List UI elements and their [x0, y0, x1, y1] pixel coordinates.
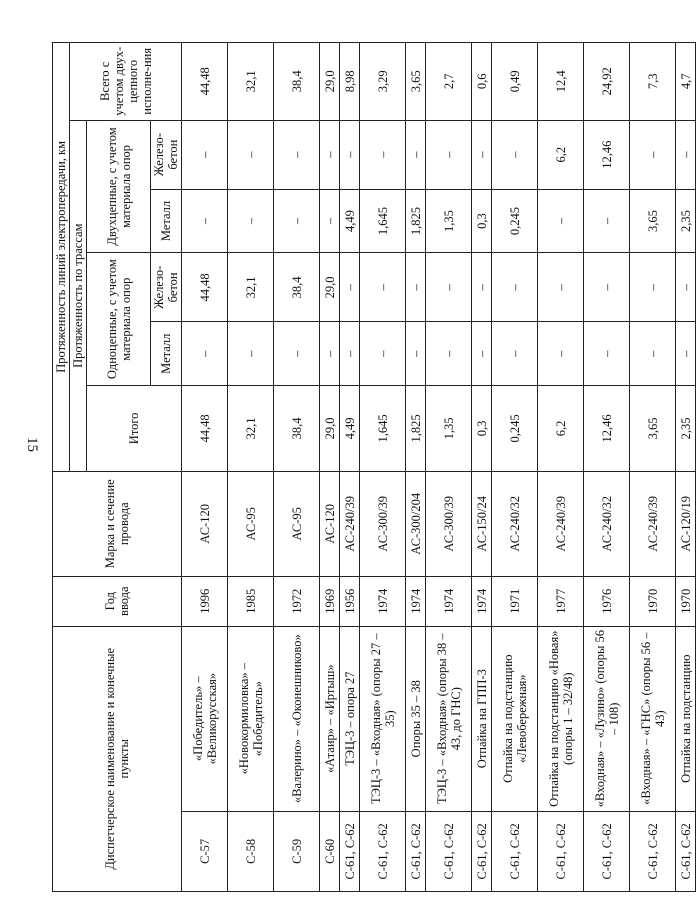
line-code: С-60 [320, 811, 340, 891]
line-total: 44,48 [182, 386, 228, 472]
header-double-concrete: Железо-бетон [151, 120, 182, 189]
double-metal: – [584, 189, 630, 253]
double-concrete: – [274, 120, 320, 189]
line-name: Отпайка на ГПП-3 [472, 626, 492, 811]
double-metal: – [274, 189, 320, 253]
single-concrete: – [340, 253, 360, 322]
single-concrete: – [676, 253, 696, 322]
page-number: 15 [24, 437, 40, 452]
header-length-group: Протяженность линий электропередачи, км [53, 43, 70, 472]
line-name: «Входная» – «Лузино» (опоры 56 – 108) [584, 626, 630, 811]
single-metal: – [320, 322, 340, 386]
line-name: «Победитель» – «Великорусская» [182, 626, 228, 811]
line-total: 1,825 [406, 386, 426, 472]
single-concrete: – [426, 253, 472, 322]
line-total: 1,645 [360, 386, 406, 472]
line-year: 1971 [492, 576, 538, 626]
line-year: 1996 [182, 576, 228, 626]
line-year: 1985 [228, 576, 274, 626]
table-body [182, 43, 696, 892]
table-row [492, 43, 538, 892]
double-metal: 1,35 [426, 189, 472, 253]
line-name: Опоры 35 – 38 [406, 626, 426, 811]
single-concrete: 44,48 [182, 253, 228, 322]
double-concrete: 12,46 [584, 120, 630, 189]
table-row [320, 43, 340, 892]
single-concrete: – [472, 253, 492, 322]
header-name: Диспетчерское наименование и конечные пункты [53, 626, 182, 891]
double-concrete: 6,2 [538, 120, 584, 189]
header-single-metal: Металл [151, 322, 182, 386]
line-grand-total: 3,29 [360, 43, 406, 121]
double-concrete: – [340, 120, 360, 189]
line-grand-total: 38,4 [274, 43, 320, 121]
line-total: 2,35 [676, 386, 696, 472]
line-total: 1,35 [426, 386, 472, 472]
table-row [584, 43, 630, 892]
single-concrete: – [406, 253, 426, 322]
table-row [630, 43, 676, 892]
line-wire: АС-240/39 [538, 471, 584, 576]
double-metal: – [182, 189, 228, 253]
table-row [426, 43, 472, 892]
single-concrete: – [360, 253, 406, 322]
line-name: «Новокормиловка» – «Победитель» [228, 626, 274, 811]
line-name: Отпайка на подстанцию «Новая» (опоры 1 – 32/48) [538, 626, 584, 811]
double-metal: – [538, 189, 584, 253]
line-wire: АС-95 [228, 471, 274, 576]
line-total: 12,46 [584, 386, 630, 472]
single-metal: – [340, 322, 360, 386]
double-concrete: – [228, 120, 274, 189]
header-double-circuit: Двухцепные, с учетом материала опор [87, 120, 151, 253]
double-concrete: – [676, 120, 696, 189]
single-metal: – [630, 322, 676, 386]
table-row [538, 43, 584, 892]
line-name: «Атаир» – «Иртыш» [320, 626, 340, 811]
line-total: 6,2 [538, 386, 584, 472]
single-metal: – [492, 322, 538, 386]
line-year: 1974 [472, 576, 492, 626]
double-concrete: – [360, 120, 406, 189]
line-wire: АС-240/32 [492, 471, 538, 576]
double-concrete: – [630, 120, 676, 189]
line-wire: АС-240/39 [340, 471, 360, 576]
header-double-metal: Металл [151, 189, 182, 253]
line-wire: АС-240/32 [584, 471, 630, 576]
line-grand-total: 2,7 [426, 43, 472, 121]
line-wire: АС-120 [320, 471, 340, 576]
table-row [228, 43, 274, 892]
line-code: С-58 [228, 811, 274, 891]
line-year: 1972 [274, 576, 320, 626]
header-single-circuit: Одноцепные, с учетом материала опор [87, 253, 151, 386]
single-concrete: – [538, 253, 584, 322]
table-row [182, 43, 228, 892]
line-code: С-57 [182, 811, 228, 891]
header-total-double: Всего с учетом двух-цепного исполне-ния [70, 43, 182, 121]
single-metal: – [228, 322, 274, 386]
double-concrete: – [472, 120, 492, 189]
line-total: 0,245 [492, 386, 538, 472]
single-concrete: – [492, 253, 538, 322]
line-grand-total: 32,1 [228, 43, 274, 121]
double-metal: 0,245 [492, 189, 538, 253]
double-concrete: – [182, 120, 228, 189]
double-metal: 4,49 [340, 189, 360, 253]
line-code: С-61, С-62 [340, 811, 360, 891]
single-metal: – [538, 322, 584, 386]
single-concrete: – [630, 253, 676, 322]
double-metal: – [320, 189, 340, 253]
line-wire: АС-120 [182, 471, 228, 576]
double-metal: 1,645 [360, 189, 406, 253]
line-grand-total: 12,4 [538, 43, 584, 121]
line-wire: АС-240/39 [630, 471, 676, 576]
line-code: С-61, С-62 [360, 811, 406, 891]
single-concrete: 29,0 [320, 253, 340, 322]
line-year: 1974 [406, 576, 426, 626]
double-metal: 2,35 [676, 189, 696, 253]
table-row [360, 43, 406, 892]
double-metal: 0,3 [472, 189, 492, 253]
line-total: 32,1 [228, 386, 274, 472]
line-wire: АС-300/39 [360, 471, 406, 576]
line-code: С-59 [274, 811, 320, 891]
line-grand-total: 0,49 [492, 43, 538, 121]
line-wire: АС-95 [274, 471, 320, 576]
single-metal: – [584, 322, 630, 386]
line-name: «Входная» – «ГНС» (опоры 56 – 43) [630, 626, 676, 811]
line-code: С-61, С-62 [630, 811, 676, 891]
table-row [274, 43, 320, 892]
line-grand-total: 0,6 [472, 43, 492, 121]
line-name: Отпайка на подстанцию «Левобережная» [492, 626, 538, 811]
line-year: 1970 [676, 576, 696, 626]
single-metal: – [360, 322, 406, 386]
line-name: ТЭЦ-3 – «Входная» (опоры 27 – 35) [360, 626, 406, 811]
double-metal: 1,825 [406, 189, 426, 253]
single-metal: – [274, 322, 320, 386]
single-metal: – [676, 322, 696, 386]
line-wire: АС-150/24 [472, 471, 492, 576]
header-routes-group: Протяженность по трассам [70, 120, 87, 471]
line-total: 38,4 [274, 386, 320, 472]
line-year: 1956 [340, 576, 360, 626]
single-concrete: – [584, 253, 630, 322]
header-single-concrete: Железо-бетон [151, 253, 182, 322]
double-concrete: – [426, 120, 472, 189]
single-metal: – [472, 322, 492, 386]
table-row [406, 43, 426, 892]
line-grand-total: 4,7 [676, 43, 696, 121]
table-row [340, 43, 360, 892]
double-metal: 3,65 [630, 189, 676, 253]
line-wire: АС-120/19 [676, 471, 696, 576]
line-name: Отпайка на подстанцию [676, 626, 696, 811]
header-wire: Марка и сечение провода [53, 471, 182, 576]
line-code: С-61, С-62 [426, 811, 472, 891]
line-total: 3,65 [630, 386, 676, 472]
line-wire: АС-300/39 [426, 471, 472, 576]
line-code: С-61, С-62 [538, 811, 584, 891]
double-concrete: – [492, 120, 538, 189]
line-grand-total: 24,92 [584, 43, 630, 121]
line-code: С-61, С-62 [676, 811, 696, 891]
line-grand-total: 8,98 [340, 43, 360, 121]
table-row [472, 43, 492, 892]
line-name: «Валерино» – «Оконешниково» [274, 626, 320, 811]
line-total: 4,49 [340, 386, 360, 472]
double-metal: – [228, 189, 274, 253]
line-year: 1974 [426, 576, 472, 626]
line-total: 0,3 [472, 386, 492, 472]
header-year: Год ввода [53, 576, 182, 626]
line-year: 1974 [360, 576, 406, 626]
single-concrete: 32,1 [228, 253, 274, 322]
line-year: 1977 [538, 576, 584, 626]
single-concrete: 38,4 [274, 253, 320, 322]
single-metal: – [406, 322, 426, 386]
line-year: 1969 [320, 576, 340, 626]
line-wire: АС-300/204 [406, 471, 426, 576]
rotated-table-sheet [52, 42, 693, 892]
single-metal: – [426, 322, 472, 386]
line-code: С-61, С-62 [406, 811, 426, 891]
double-concrete: – [406, 120, 426, 189]
header-total-routes: Итого [87, 386, 182, 472]
line-code: С-61, С-62 [472, 811, 492, 891]
line-grand-total: 7,3 [630, 43, 676, 121]
line-name: ТЭЦ-3 – опора 27 [340, 626, 360, 811]
line-grand-total: 3,65 [406, 43, 426, 121]
line-total: 29,0 [320, 386, 340, 472]
line-year: 1976 [584, 576, 630, 626]
single-metal: – [182, 322, 228, 386]
line-code: С-61, С-62 [492, 811, 538, 891]
line-name: ТЭЦ-3 – «Входная» (опоры 38 – 43, до ГНС) [426, 626, 472, 811]
power-lines-table [52, 42, 696, 892]
line-code: С-61, С-62 [584, 811, 630, 891]
line-grand-total: 44,48 [182, 43, 228, 121]
table-row [676, 43, 696, 892]
double-concrete: – [320, 120, 340, 189]
line-grand-total: 29,0 [320, 43, 340, 121]
line-year: 1970 [630, 576, 676, 626]
